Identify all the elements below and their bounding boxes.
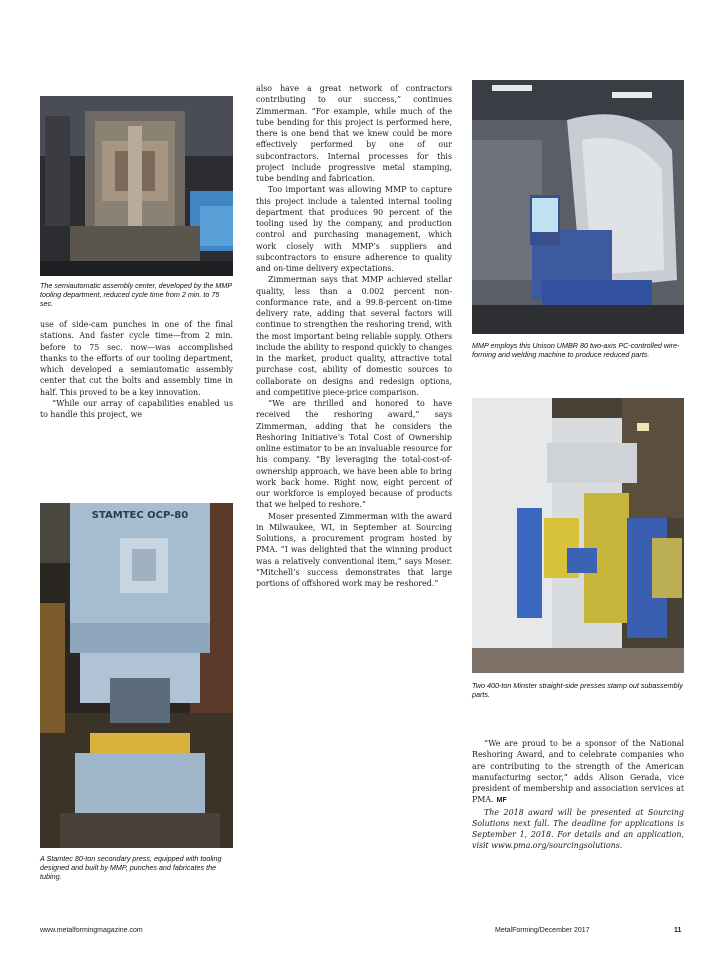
wire-forming-caption: MMP employs this Unison UMBR 80 two-axis PC-controlled wire-forming and welding machine to produce reduced parts. <box>472 341 680 360</box>
left-text-column <box>40 319 233 420</box>
middle-paragraph-3: Zimmerman says that MMP achieved stellar quality, less than a 0.002 percent non-conformance rate, and a 99.8-percent on-time delivery rate, adding that several factors will continue to strengthen the reshoring trend, with the most important being reliable supply. Others include the ability to respond quickly to changes in the market, product quality, attractive total purchase cost, ability of domestic sources to collaborate on designs and redesign options, and competitive piece-price comparison. <box>256 275 452 397</box>
right-text-column <box>472 738 684 852</box>
middle-paragraph-4: “We are thrilled and honored to have received the reshoring award,” says Zimmerman, adding that he considers the Reshoring Initiative’s Total Cost of Ownership online estimator to be an invaluable resource for his company. “By leveraging the total-cost-of-ownership approach, we have been able to bring work back home. Right now, eight percent of our workforce is employed because of products that we helped to reshore.” <box>256 399 452 510</box>
middle-paragraph-5: Moser presented Zimmerman with the award in Milwaukee, WI, in September at Sourcing Solutions, a procurement program hosted by PMA. “I was delighted that the winning product was a relatively conventional item,” says Moser. “Mitchell’s success demonstrates that large portions of offshored work may be reshored.” <box>256 511 452 588</box>
assembly-cell-caption: The semiautomatic assembly center, developed by the MMP tooling department, reduced cycle time from 2 min. to 75 sec. <box>40 281 232 309</box>
semiautomatic-assembly-center-icon <box>40 96 233 276</box>
end-mark: MF <box>496 797 507 805</box>
right-paragraph-1 <box>472 738 684 807</box>
middle-paragraph-1: also have a great network of contractors contributing to our success,” continues Zimmerman. “For example, while much of the tube bending for this project is performed here, there is one bend that we knew could be more effectively performed by one of our subcontractors. Internal processes for this project include progressive metal stamping, tube bending and fabrication. <box>256 84 452 183</box>
stamtec-label: STAMTEC OCP-80 <box>91 510 189 521</box>
left-paragraph-2: “While our array of capabilities enabled us to handle this project, we <box>40 398 233 419</box>
footer-page-number: 11 <box>674 927 682 934</box>
straight-side-press-caption: Two 400-ton Minster straight-side presses stamp out subassembly parts. <box>472 681 683 700</box>
right-paragraph-1-text: “We are proud to be a sponsor of the National Reshoring Award, and to celebrate companies who are contributing to the strength of the American manufacturing sector,” adds Alison Gerada, vice president of membership and association services at PMA. <box>472 739 684 805</box>
straight-side-press-icon <box>472 398 684 673</box>
middle-paragraph-2: Too important was allowing MMP to capture this project include a talented internal tooling department that produces 90 percent of the tooling used by the company, and production control and purchasing management, which work closely with MMP’s suppliers and subcontractors to ensure adherence to quality and on-time delivery expectations. <box>256 185 452 273</box>
footer-issue: MetalForming/December 2017 <box>495 927 590 934</box>
middle-text-column <box>256 83 452 589</box>
footer-website[interactable]: www.metalformingmagazine.com <box>40 927 143 934</box>
straight-side-press-photo <box>472 398 684 673</box>
wire-forming-machine-icon <box>472 80 684 334</box>
stamtec-press-photo <box>40 503 233 848</box>
right-paragraph-2: The 2018 award will be presented at Sourcing Solutions next fall. The deadline for applications is September 1, 2018. For details and an application, visit www.pma.org/sourcingsolutions. <box>472 807 684 851</box>
assembly-cell-photo <box>40 96 233 276</box>
left-paragraph-1: use of side-cam punches in one of the final stations. And faster cycle time—from 2 min. before to 75 sec. now—was accomplished thanks to the efforts of our tooling department, which developed a semiautomatic assembly center that cut the bolts and assembly time in half. This proved to be a key innovation. <box>40 320 233 397</box>
stamtec-press-icon <box>40 503 233 848</box>
wire-forming-photo <box>472 80 684 334</box>
stamtec-press-caption: A Stamtec 80-ton secondary press, equipped with tooling designed and built by MMP, punches and fabricates the tubing. <box>40 854 222 882</box>
